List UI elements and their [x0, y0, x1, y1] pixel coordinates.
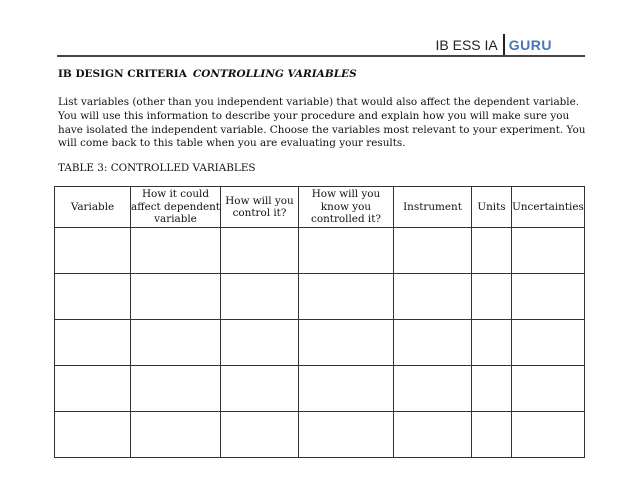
- heading-bold: IB DESIGN CRITERIA: [58, 68, 187, 80]
- table-cell[interactable]: [472, 320, 512, 366]
- table-cell[interactable]: [221, 320, 299, 366]
- table-title: TABLE 3: CONTROLLED VARIABLES: [58, 162, 256, 174]
- table-row: [55, 228, 585, 274]
- table-row: [55, 366, 585, 412]
- table-cell[interactable]: [55, 366, 131, 412]
- table-cell[interactable]: [394, 366, 472, 412]
- table-cell[interactable]: [512, 320, 585, 366]
- table-cell[interactable]: [221, 274, 299, 320]
- table-cell[interactable]: [221, 366, 299, 412]
- table-cell[interactable]: [55, 228, 131, 274]
- table-cell[interactable]: [394, 320, 472, 366]
- table-cell[interactable]: [472, 366, 512, 412]
- table-cell[interactable]: [55, 320, 131, 366]
- table-cell[interactable]: [131, 412, 221, 458]
- col-uncertainties: Uncertainties: [512, 187, 585, 228]
- col-units: Units: [472, 187, 512, 228]
- table-cell[interactable]: [512, 412, 585, 458]
- table-cell[interactable]: [394, 274, 472, 320]
- table-cell[interactable]: [131, 228, 221, 274]
- col-how-know: How will you know you controlled it?: [299, 187, 394, 228]
- table-cell[interactable]: [131, 274, 221, 320]
- table-cell[interactable]: [472, 412, 512, 458]
- table-row: [55, 412, 585, 458]
- table-cell[interactable]: [299, 320, 394, 366]
- guru-logo: GURU: [508, 37, 552, 53]
- table-cell[interactable]: [221, 412, 299, 458]
- table-cell[interactable]: [299, 412, 394, 458]
- table-row: [55, 274, 585, 320]
- table-cell[interactable]: [299, 274, 394, 320]
- controlled-variables-table: [54, 186, 585, 458]
- table-cell[interactable]: [55, 274, 131, 320]
- table-cell[interactable]: [472, 228, 512, 274]
- page-header: [436, 34, 552, 56]
- col-instrument: Instrument: [394, 187, 472, 228]
- table-cell[interactable]: [512, 274, 585, 320]
- table-cell[interactable]: [131, 366, 221, 412]
- col-how-control: How will you control it?: [221, 187, 299, 228]
- table-cell[interactable]: [55, 412, 131, 458]
- heading-italic: CONTROLLING VARIABLES: [192, 68, 357, 80]
- table-cell[interactable]: [394, 228, 472, 274]
- table-cell[interactable]: [512, 366, 585, 412]
- table-cell[interactable]: [299, 366, 394, 412]
- table-cell[interactable]: [394, 412, 472, 458]
- header-row: [55, 187, 585, 228]
- table-cell[interactable]: [299, 228, 394, 274]
- table-cell[interactable]: [512, 228, 585, 274]
- header-rule: [57, 55, 585, 57]
- table-cell[interactable]: [221, 228, 299, 274]
- section-heading: [58, 68, 357, 80]
- table-cell[interactable]: [131, 320, 221, 366]
- col-how-affect: How it could affect dependent variable: [131, 187, 221, 228]
- instructions-paragraph: List variables (other than you independent variable) that would also affect the dependent variable. You will use this information to describe your procedure and explain how you will make sure you have isolated the independent variable. Choose the variables most relevant to your experiment. You will come back to this table when you are evaluating your results.: [58, 96, 586, 150]
- table-cell[interactable]: [472, 274, 512, 320]
- table-row: [55, 320, 585, 366]
- header-title: IB ESS IA: [435, 37, 498, 53]
- col-variable: Variable: [55, 187, 131, 228]
